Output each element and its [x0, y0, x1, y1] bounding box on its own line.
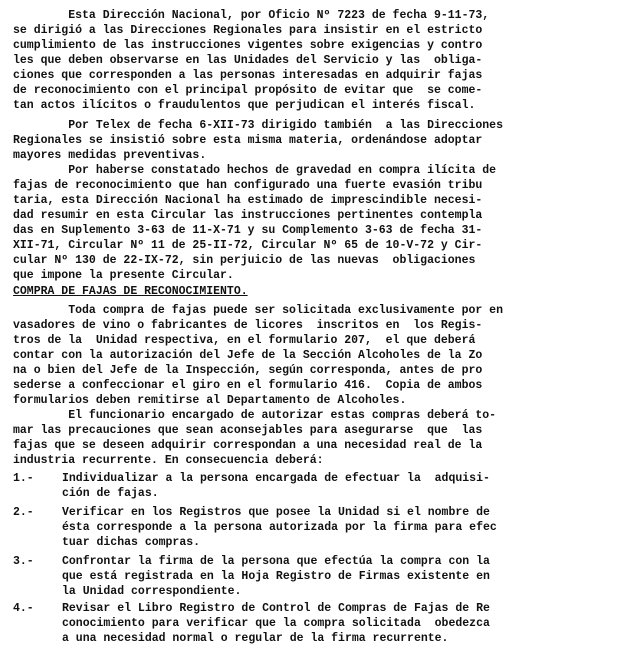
paragraph-evasion-tributaria: Por haberse constatado hechos de gravedad en compra ilícita de fajas de reconocimiento que han configurado una fuerte evasión tribu taria, esta Dirección Nacional ha estimado de imprescindible necesi- dad resumir en esta Circular las instrucciones pertinentes contempla das en Suplemento 3-63 de 11-X-71 y su Complemento 3-63 de fecha 31- XII-71, Circular Nº 11 de 25-II-72, Circular Nº 65 de 10-V-72 y Cir- cular Nº 130 de 22-IX-72, sin perjuicio de las nuevas obligaciones que impone la presente Circular. — [13, 164, 497, 282]
paragraph-telex: Por Telex de fecha 6-XII-73 dirigido también a las Direcciones Regionales se insistió sobre esta misma materia, ordenándose adoptar mayores medidas preventivas. — [13, 119, 503, 162]
list-item-text: Individualizar a la persona encargada de efectuar la adquisi- ción de fajas. — [62, 472, 490, 500]
list-item-text: Confrontar la firma de la persona que efectúa la compra con la que está registrada en la Hoja Registro de Firmas existente en la Unidad correspondiente. — [62, 555, 490, 598]
section-heading-compra-de-fajas: COMPRA DE FAJAS DE RECONOCIMIENTO. — [13, 285, 248, 298]
list-item-number: 2.- — [13, 506, 34, 519]
list-item-number: 4.- — [13, 602, 34, 615]
paragraph-funcionario-encargado: El funcionario encargado de autorizar estas compras deberá to- mar las precauciones que sean aconsejables para asegurarse que las fajas que se deseen adquirir correspondan a una necesidad real de la industria recurrente. En consecuencia deberá: — [13, 409, 497, 467]
paragraph-oficio-7223: Esta Dirección Nacional, por Oficio Nº 7223 de fecha 9-11-73, se dirigió a las Direcciones Regionales para insistir en el estricto cumplimiento de las instrucciones vigentes sobre exigencias y contro les que deben observarse en las Unidades del Servicio y las obliga- ciones que corresponden a las personas interesadas en adquirir fajas de reconocimiento con el principal propósito de evitar que se come- tan actos ilícitos o fraudulentos que perjudican el interés fiscal. — [13, 9, 490, 112]
list-item-number: 3.- — [13, 555, 34, 568]
list-item-text: Revisar el Libro Registro de Control de Compras de Fajas de Re conocimiento para verificar que la compra solicitada obedezca a una necesidad normal o regular de la firma recurrente. — [62, 602, 490, 645]
list-item-number: 1.- — [13, 472, 34, 485]
list-item-text: Verificar en los Registros que posee la Unidad si el nombre de ésta corresponde a la persona autorizada por la firma para efec tuar dichas compras. — [62, 506, 497, 549]
paragraph-compra-de-fajas: Toda compra de fajas puede ser solicitada exclusivamente por en vasadores de vino o fabricantes de licores inscritos en los Regis- tros de la Unidad respectiva, en el formulario 207, el que deberá contar con la autorización del Jefe de la Sección Alcoholes de la Zo na o bien del Jefe de la Inspección, según corresponda, antes de pro sederse a confeccionar el giro en el formulario 416. Copia de ambos formularios deben remitirse al Departamento de Alcoholes. — [13, 304, 503, 407]
